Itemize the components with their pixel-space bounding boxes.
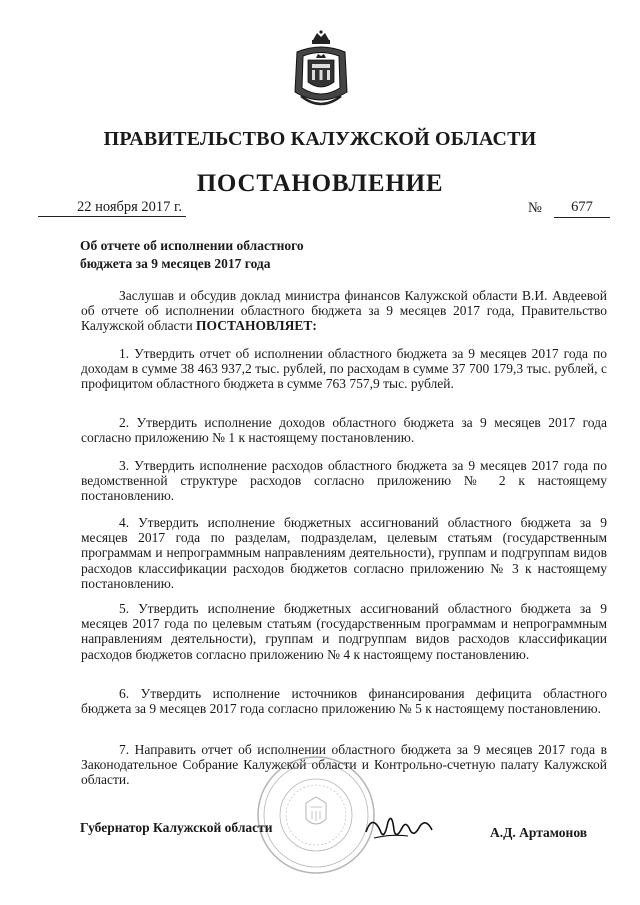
governor-signature bbox=[360, 800, 440, 860]
intro-text: Заслушав и обсудив доклад министра финансов Калужской области В.И. Авдеевой об отчете об исполнении областного бюджета за 9 месяцев 2017 года, Правительство Калужской области bbox=[81, 288, 607, 334]
document-number-field bbox=[528, 199, 610, 217]
subject-line: бюджета за 9 месяцев 2017 года bbox=[80, 256, 271, 271]
document-number: 677 bbox=[554, 199, 610, 218]
coat-of-arms-icon bbox=[291, 30, 351, 112]
resolution-item: 3. Утвердить исполнение расходов областного бюджета за 9 месяцев 2017 года по ведомственной структуре расходов согласно приложению № 2 к настоящему постановлению. bbox=[81, 458, 607, 504]
intro-paragraph bbox=[81, 288, 607, 334]
organization-title: ПРАВИТЕЛЬСТВО КАЛУЖСКОЙ ОБЛАСТИ bbox=[103, 128, 537, 150]
resolution-keyword: ПОСТАНОВЛЯЕТ: bbox=[196, 318, 317, 334]
subject-line: Об отчете об исполнении областного bbox=[80, 238, 304, 253]
signatory-role: Губернатор Калужской области bbox=[80, 820, 273, 835]
resolution-item: 5. Утвердить исполнение бюджетных ассигнований областного бюджета за 9 месяцев 2017 года по целевым статьям (государственным программам и непрограммным направлениям деятельности), группам и подгруппам видов расходов классификации расходов бюджетов согласно приложению № 4 к настоящему постановлению. bbox=[81, 601, 607, 662]
number-sign: № bbox=[528, 200, 542, 216]
resolution-item: 7. Направить отчет об исполнении областного бюджета за 9 месяцев 2017 года в Законодательное Собрание Калужской области и Контрольно-счетную палату Калужской области. bbox=[81, 742, 607, 788]
resolution-item: 1. Утвердить отчет об исполнении областного бюджета за 9 месяцев 2017 года по доходам в сумме 38 463 937,2 тыс. рублей, по расходам в сумме 37 700 179,3 тыс. рублей, с профицитом областного бюджета в сумме 763 757,9 тыс. рублей. bbox=[81, 346, 607, 392]
resolution-item: 4. Утвердить исполнение бюджетных ассигнований областного бюджета за 9 месяцев 2017 года по разделам, подразделам, целевым статьям (государственным программам и непрограммным направлениям деятельности), группам и подгруппам видов расходов классификации расходов бюджетов согласно приложению № 3 к настоящему постановлению. bbox=[81, 515, 607, 591]
resolution-item: 6. Утвердить исполнение источников финансирования дефицита областного бюджета за 9 месяцев 2017 года согласно приложению № 5 к настоящему постановлению. bbox=[81, 686, 607, 717]
document-date: 22 ноября 2017 г. bbox=[38, 199, 186, 217]
resolution-item: 2. Утвердить исполнение доходов областного бюджета за 9 месяцев 2017 года согласно приложению № 1 к настоящему постановлению. bbox=[81, 415, 607, 446]
signatory-name: А.Д. Артамонов bbox=[490, 825, 588, 840]
document-type-title: ПОСТАНОВЛЕНИЕ bbox=[196, 170, 444, 197]
document-subject bbox=[80, 237, 340, 273]
